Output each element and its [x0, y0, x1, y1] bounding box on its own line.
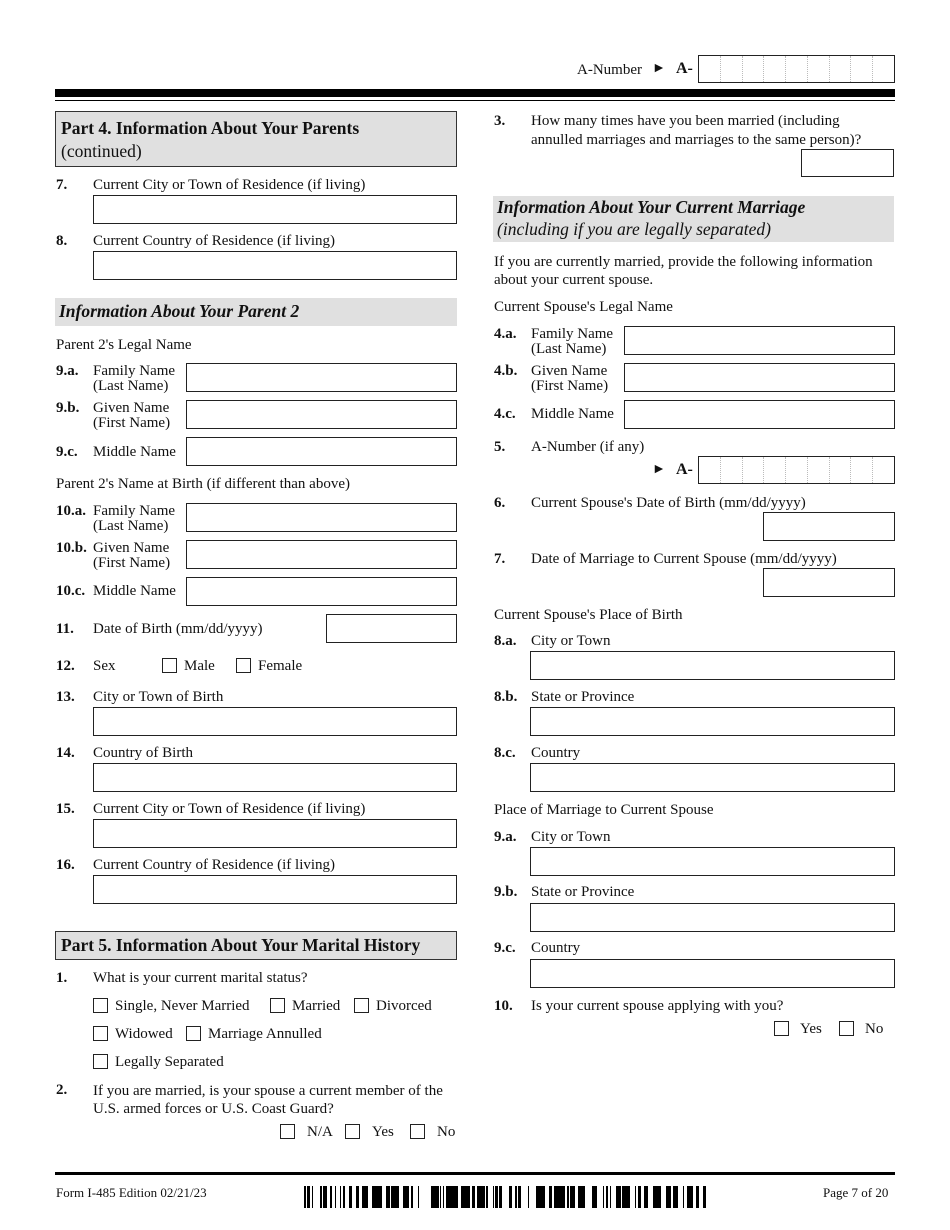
q10a-label: Family Name [93, 503, 176, 519]
parent2-residence-country-input[interactable] [93, 875, 457, 904]
marriage-state-input[interactable] [530, 903, 895, 932]
parent2-residence-city-input[interactable] [93, 819, 457, 848]
q9b-sublabel: (First Name) [93, 415, 171, 431]
a-number-label: A-Number [577, 62, 642, 78]
armed-forces-na-label: N/A [307, 1124, 333, 1140]
parent2-legal-name-label: Parent 2's Legal Name [56, 337, 192, 353]
q9c-label: Middle Name [93, 444, 176, 460]
q10b-sublabel: (First Name) [93, 555, 171, 571]
q9b-right-label: State or Province [531, 884, 635, 900]
q9a-right-label: City or Town [531, 829, 611, 845]
q9b-number: 9.b. [56, 400, 80, 416]
spouse-legal-name-label: Current Spouse's Legal Name [494, 299, 673, 315]
parent2-birth-city-input[interactable] [93, 707, 457, 736]
spouse-dob-input[interactable] [763, 512, 895, 541]
part4-header [55, 111, 457, 167]
sex-female-label: Female [258, 658, 303, 674]
sex-female-checkbox[interactable] [236, 658, 251, 673]
spouse-middle-name-input[interactable] [624, 400, 895, 429]
q8b-number: 8.b. [494, 689, 518, 705]
footer-rule [55, 1172, 895, 1175]
q16-number: 16. [56, 857, 75, 873]
q4a-label: Family Name [531, 326, 614, 342]
q8a-label: City or Town [531, 633, 611, 649]
p5q2-label: If you are married, is your spouse a current member of the U.S. armed forces or U.S. Coast Guard? [93, 1083, 443, 1117]
a-number-input[interactable] [698, 55, 895, 83]
spouse-birth-city-input[interactable] [530, 651, 895, 680]
part4-title: Part 4. Information About Your Parents [61, 118, 360, 138]
q10b-number: 10.b. [56, 540, 87, 556]
status-divorced-label: Divorced [376, 998, 432, 1014]
q8c-number: 8.c. [494, 745, 516, 761]
q12-label: Sex [93, 658, 116, 674]
marriage-date-input[interactable] [763, 568, 895, 597]
q9a-number: 9.a. [56, 363, 79, 379]
sex-male-checkbox[interactable] [162, 658, 177, 673]
arrow-icon: ► [652, 462, 666, 477]
q3-number: 3. [494, 113, 506, 129]
armed-forces-yes-label: Yes [372, 1124, 394, 1140]
parent2-birth-country-input[interactable] [93, 763, 457, 792]
spouse-a-number-input[interactable] [698, 456, 895, 484]
q14-label: Country of Birth [93, 745, 193, 761]
q10c-label: Middle Name [93, 583, 176, 599]
barcode-image [304, 1186, 714, 1208]
spouse-birthplace-label: Current Spouse's Place of Birth [494, 607, 683, 623]
status-widowed-label: Widowed [115, 1026, 173, 1042]
status-annulled-label: Marriage Annulled [208, 1026, 322, 1042]
status-single-label: Single, Never Married [115, 998, 250, 1014]
q4a-sublabel: (Last Name) [531, 341, 607, 357]
q8b-label: State or Province [531, 689, 635, 705]
spouse-a-number-prefix: A- [676, 461, 693, 478]
parent-residence-country-input[interactable] [93, 251, 457, 280]
page-number: Page 7 of 20 [823, 1185, 889, 1200]
q9b-right-number: 9.b. [494, 884, 518, 900]
q13-label: City or Town of Birth [93, 689, 224, 705]
q4c-number: 4.c. [494, 406, 516, 422]
q3-label: How many times have you been married (including annulled marriages and marriages to the same person)? [531, 113, 862, 148]
q7-right-label: Date of Marriage to Current Spouse (mm/dd/yyyy) [531, 551, 837, 567]
q4b-number: 4.b. [494, 363, 518, 379]
q4b-label: Given Name [531, 363, 608, 379]
q7-right-number: 7. [494, 551, 506, 567]
q16-label: Current Country of Residence (if living) [93, 857, 336, 873]
q15-label: Current City or Town of Residence (if living) [93, 801, 366, 817]
parent-residence-city-input[interactable] [93, 195, 457, 224]
parent2-dob-input[interactable] [326, 614, 457, 643]
p5q2-number: 2. [56, 1082, 68, 1098]
parent2-given-name-input[interactable] [186, 400, 457, 429]
status-separated-label: Legally Separated [115, 1054, 224, 1070]
status-widowed-checkbox[interactable] [93, 1026, 108, 1041]
q7-number: 7. [56, 177, 68, 193]
spouse-birth-country-input[interactable] [530, 763, 895, 792]
part4-continued: (continued) [61, 141, 142, 161]
q9a-right-number: 9.a. [494, 829, 517, 845]
spouse-applying-no-checkbox[interactable] [839, 1021, 854, 1036]
spouse-applying-yes-checkbox[interactable] [774, 1021, 789, 1036]
parent2-birth-name-label: Parent 2's Name at Birth (if different than above) [56, 476, 350, 492]
q6-number: 6. [494, 495, 506, 511]
q15-number: 15. [56, 801, 75, 817]
sex-male-label: Male [184, 658, 215, 674]
q5-label: A-Number (if any) [531, 439, 645, 455]
armed-forces-na-checkbox[interactable] [280, 1124, 295, 1139]
q10c-number: 10.c. [56, 583, 86, 599]
parent2-birth-middle-name-input[interactable] [186, 577, 457, 606]
q12-number: 12. [56, 658, 75, 674]
current-marriage-title: Information About Your Current Marriage [497, 197, 806, 217]
q4c-label: Middle Name [531, 406, 614, 422]
q4b-sublabel: (First Name) [531, 378, 609, 394]
q10-right-label: Is your current spouse applying with you? [531, 998, 784, 1014]
armed-forces-no-label: No [437, 1124, 456, 1140]
parent2-birth-family-name-input[interactable] [186, 503, 457, 532]
q9c-number: 9.c. [56, 444, 78, 460]
q4a-number: 4.a. [494, 326, 517, 342]
spouse-family-name-input[interactable] [624, 326, 895, 355]
q14-number: 14. [56, 745, 75, 761]
parent2-header [55, 298, 457, 326]
q8c-label: Country [531, 745, 581, 761]
q11-label: Date of Birth (mm/dd/yyyy) [93, 621, 263, 637]
parent2-birth-given-name-input[interactable] [186, 540, 457, 569]
q6-label: Current Spouse's Date of Birth (mm/dd/yyyy) [531, 495, 806, 511]
form-edition: Form I-485 Edition 02/21/23 [56, 1185, 207, 1200]
marriage-city-input[interactable] [530, 847, 895, 876]
parent2-middle-name-input[interactable] [186, 437, 457, 466]
q9c-right-label: Country [531, 940, 581, 956]
q8a-number: 8.a. [494, 633, 517, 649]
q9c-right-number: 9.c. [494, 940, 516, 956]
p5q1-number: 1. [56, 970, 68, 986]
q11-number: 11. [56, 621, 74, 637]
status-married-label: Married [292, 998, 341, 1014]
q10b-label: Given Name [93, 540, 170, 556]
header-rule-thin [55, 100, 895, 101]
marriage-place-label: Place of Marriage to Current Spouse [494, 802, 714, 818]
current-marriage-subtitle: (including if you are legally separated) [497, 219, 771, 239]
status-single-checkbox[interactable] [93, 998, 108, 1013]
p5q1-label: What is your current marital status? [93, 970, 308, 986]
status-divorced-checkbox[interactable] [354, 998, 369, 1013]
header-rule-thick [55, 89, 895, 97]
times-married-input[interactable] [801, 149, 894, 177]
part5-title: Part 5. Information About Your Marital History [61, 935, 421, 955]
armed-forces-no-checkbox[interactable] [410, 1124, 425, 1139]
q10a-sublabel: (Last Name) [93, 518, 169, 534]
part5-header [55, 931, 457, 960]
status-annulled-checkbox[interactable] [186, 1026, 201, 1041]
parent2-title: Information About Your Parent 2 [59, 301, 300, 321]
arrow-icon: ► [652, 61, 666, 76]
q9a-sublabel: (Last Name) [93, 378, 169, 394]
spouse-applying-yes-label: Yes [800, 1021, 822, 1037]
parent2-family-name-input[interactable] [186, 363, 457, 392]
current-spouse-intro: If you are currently married, provide the following information about your current spouse. [494, 254, 873, 288]
q8-label: Current Country of Residence (if living) [93, 233, 336, 249]
q10a-number: 10.a. [56, 503, 86, 519]
q10-right-number: 10. [494, 998, 513, 1014]
q13-number: 13. [56, 689, 75, 705]
a-number-prefix: A- [676, 60, 693, 77]
spouse-given-name-input[interactable] [624, 363, 895, 392]
q8-number: 8. [56, 233, 68, 249]
armed-forces-yes-checkbox[interactable] [345, 1124, 360, 1139]
status-married-checkbox[interactable] [270, 998, 285, 1013]
q5-number: 5. [494, 439, 506, 455]
spouse-birth-state-input[interactable] [530, 707, 895, 736]
q7-label: Current City or Town of Residence (if living) [93, 177, 366, 193]
spouse-applying-no-label: No [865, 1021, 884, 1037]
q9a-label: Family Name [93, 363, 176, 379]
marriage-country-input[interactable] [530, 959, 895, 988]
status-separated-checkbox[interactable] [93, 1054, 108, 1069]
current-marriage-header [493, 196, 894, 242]
q9b-label: Given Name [93, 400, 170, 416]
